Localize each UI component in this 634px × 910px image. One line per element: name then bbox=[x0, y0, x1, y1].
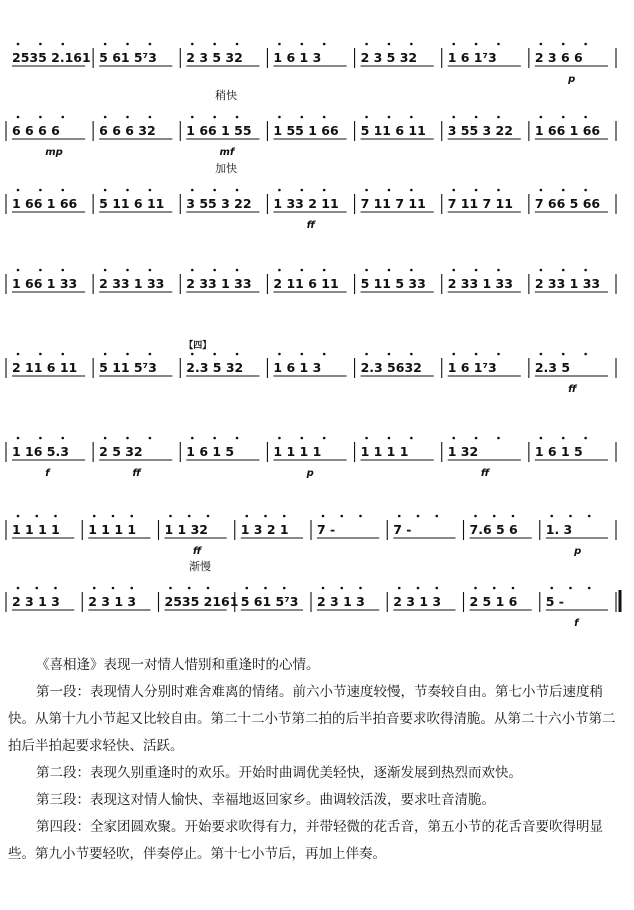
accent-dot bbox=[149, 189, 152, 192]
measure-notes: 2 33 1 33 bbox=[447, 276, 513, 291]
measure-notes: 1 6 1 3 bbox=[273, 360, 322, 375]
accent-dot bbox=[584, 269, 587, 272]
accent-dot bbox=[278, 189, 281, 192]
accent-dot bbox=[17, 587, 20, 590]
accent-dot bbox=[365, 437, 368, 440]
accent-dot bbox=[191, 116, 194, 119]
accent-dot bbox=[278, 116, 281, 119]
measure-notes: 7 11 7 11 bbox=[447, 196, 513, 211]
paragraph-4: 第四段：全家团圆欢聚。开始要求吹得有力，并带轻微的花舌音，第五小节的花舌音要吹得明显些。第九小节要轻吹，伴奏停止。第十七小节后，再加上伴奏。 bbox=[8, 819, 603, 862]
measure-notes: 2 3 1 3 bbox=[393, 594, 442, 609]
accent-dot bbox=[35, 587, 38, 590]
measure-notes: 2 3 1 3 bbox=[12, 594, 60, 609]
accent-dot bbox=[410, 269, 413, 272]
dynamic-marking: ff bbox=[568, 384, 577, 395]
accent-dot bbox=[452, 269, 455, 272]
accent-dot bbox=[475, 269, 478, 272]
measure-notes: 1 1 1 1 bbox=[360, 444, 409, 459]
accent-dot bbox=[149, 437, 152, 440]
accent-dot bbox=[207, 515, 210, 518]
measure-notes: 6 6 6 6 bbox=[12, 123, 60, 138]
paragraph-3: 第三段：表现这对情人愉快、幸福地返回家乡。曲调较活泼，要求吐音清脆。 bbox=[36, 792, 495, 808]
accent-dot bbox=[497, 437, 500, 440]
accent-dot bbox=[540, 116, 543, 119]
accent-dot bbox=[359, 515, 362, 518]
accent-dot bbox=[39, 353, 42, 356]
accent-dot bbox=[388, 269, 391, 272]
accent-dot bbox=[452, 116, 455, 119]
accent-dot bbox=[35, 515, 38, 518]
accent-dot bbox=[236, 437, 239, 440]
accent-dot bbox=[497, 116, 500, 119]
accent-dot bbox=[264, 587, 267, 590]
accent-dot bbox=[213, 43, 216, 46]
accent-dot bbox=[283, 515, 286, 518]
accent-dot bbox=[213, 353, 216, 356]
measure-notes: 5 61 5⁷3 bbox=[240, 594, 299, 609]
accent-dot bbox=[493, 515, 496, 518]
accent-dot bbox=[497, 189, 500, 192]
accent-dot bbox=[245, 515, 248, 518]
dynamic-marking: f bbox=[574, 618, 579, 629]
accent-dot bbox=[322, 515, 325, 518]
measure-notes: 1 6 1 5 bbox=[534, 444, 583, 459]
tempo-marking: 稍快 bbox=[215, 89, 238, 102]
measure-notes: 1 1 1 1 bbox=[12, 522, 60, 537]
accent-dot bbox=[398, 515, 401, 518]
accent-dot bbox=[17, 353, 20, 356]
accent-dot bbox=[236, 269, 239, 272]
accent-dot bbox=[112, 587, 115, 590]
accent-dot bbox=[191, 43, 194, 46]
accent-dot bbox=[61, 353, 64, 356]
dynamic-marking: p bbox=[306, 468, 314, 479]
accent-dot bbox=[301, 116, 304, 119]
accent-dot bbox=[388, 353, 391, 356]
accent-dot bbox=[323, 437, 326, 440]
accent-dot bbox=[475, 116, 478, 119]
measure-notes: 2 3 6 6 bbox=[534, 50, 583, 65]
accent-dot bbox=[93, 515, 96, 518]
measure-notes: 1 6 1⁷3 bbox=[447, 360, 497, 375]
measure-notes: 2 11 6 11 bbox=[12, 360, 78, 375]
measure-notes: 2 11 6 11 bbox=[273, 276, 339, 291]
accent-dot bbox=[39, 116, 42, 119]
accent-dot bbox=[17, 116, 20, 119]
accent-dot bbox=[149, 269, 152, 272]
measure-notes: 2 3 1 3 bbox=[317, 594, 365, 609]
accent-dot bbox=[365, 43, 368, 46]
accent-dot bbox=[323, 353, 326, 356]
measure-notes: 1 33 2 11 bbox=[273, 196, 339, 211]
accent-dot bbox=[104, 437, 107, 440]
accent-dot bbox=[61, 269, 64, 272]
accent-dot bbox=[569, 587, 572, 590]
accent-dot bbox=[236, 116, 239, 119]
measure-notes: 6 6 6 32 bbox=[99, 123, 156, 138]
accent-dot bbox=[149, 43, 152, 46]
accent-dot bbox=[278, 269, 281, 272]
accent-dot bbox=[213, 116, 216, 119]
accent-dot bbox=[388, 43, 391, 46]
accent-dot bbox=[562, 116, 565, 119]
measure-notes: 2535 2161 bbox=[164, 594, 239, 609]
measure-notes: 7 11 7 11 bbox=[360, 196, 426, 211]
accent-dot bbox=[584, 189, 587, 192]
accent-dot bbox=[191, 269, 194, 272]
accent-dot bbox=[17, 515, 20, 518]
accent-dot bbox=[126, 437, 129, 440]
accent-dot bbox=[104, 269, 107, 272]
accent-dot bbox=[112, 515, 115, 518]
measure-notes: 2 3 5 32 bbox=[360, 50, 418, 65]
accent-dot bbox=[213, 437, 216, 440]
accent-dot bbox=[475, 43, 478, 46]
accent-dot bbox=[236, 43, 239, 46]
accent-dot bbox=[323, 189, 326, 192]
accent-dot bbox=[278, 437, 281, 440]
accent-dot bbox=[191, 189, 194, 192]
accent-dot bbox=[540, 269, 543, 272]
accent-dot bbox=[301, 189, 304, 192]
accent-dot bbox=[39, 43, 42, 46]
accent-dot bbox=[388, 189, 391, 192]
accent-dot bbox=[410, 353, 413, 356]
accent-dot bbox=[323, 116, 326, 119]
accent-dot bbox=[497, 269, 500, 272]
measure-notes: 2 5 1 6 bbox=[469, 594, 518, 609]
accent-dot bbox=[475, 437, 478, 440]
dynamic-marking: p bbox=[568, 74, 576, 85]
measure-notes: 1 1 32 bbox=[164, 522, 208, 537]
accent-dot bbox=[104, 116, 107, 119]
accent-dot bbox=[126, 269, 129, 272]
accent-dot bbox=[540, 43, 543, 46]
accent-dot bbox=[452, 353, 455, 356]
accent-dot bbox=[54, 587, 57, 590]
accent-dot bbox=[213, 189, 216, 192]
dynamic-marking: mf bbox=[219, 147, 235, 158]
accent-dot bbox=[322, 587, 325, 590]
accent-dot bbox=[264, 515, 267, 518]
measure-notes: 2.3 5632 bbox=[360, 360, 422, 375]
measure-notes: 1 1 1 1 bbox=[273, 444, 322, 459]
accent-dot bbox=[550, 515, 553, 518]
measure-notes: 1 66 1 66 bbox=[12, 196, 78, 211]
accent-dot bbox=[61, 43, 64, 46]
accent-dot bbox=[365, 269, 368, 272]
description-text bbox=[8, 652, 626, 868]
measure-notes: 1 3 2 1 bbox=[240, 522, 289, 537]
accent-dot bbox=[562, 353, 565, 356]
accent-dot bbox=[301, 437, 304, 440]
measure-notes: 1 55 1 66 bbox=[273, 123, 339, 138]
section-marker: 【四】 bbox=[184, 341, 212, 351]
accent-dot bbox=[323, 269, 326, 272]
accent-dot bbox=[435, 587, 438, 590]
accent-dot bbox=[417, 587, 420, 590]
accent-dot bbox=[584, 353, 587, 356]
accent-dot bbox=[323, 43, 326, 46]
measure-notes: 2 3 1 3 bbox=[88, 594, 137, 609]
accent-dot bbox=[245, 587, 248, 590]
measure-notes: 2 33 1 33 bbox=[186, 276, 252, 291]
measure-notes: 5 11 6 11 bbox=[99, 196, 165, 211]
measure-notes: 7 - bbox=[317, 522, 336, 537]
accent-dot bbox=[493, 587, 496, 590]
accent-dot bbox=[191, 353, 194, 356]
measure-notes: 2 33 1 33 bbox=[99, 276, 165, 291]
measure-notes: 5 11 5 33 bbox=[360, 276, 426, 291]
accent-dot bbox=[126, 353, 129, 356]
paragraph-2: 第二段：表现久别重逢时的欢乐。开始时曲调优美轻快，逐渐发展到热烈而欢快。 bbox=[36, 765, 522, 781]
accent-dot bbox=[188, 515, 191, 518]
accent-dot bbox=[54, 515, 57, 518]
accent-dot bbox=[398, 587, 401, 590]
accent-dot bbox=[540, 437, 543, 440]
accent-dot bbox=[126, 43, 129, 46]
accent-dot bbox=[39, 189, 42, 192]
accent-dot bbox=[169, 587, 172, 590]
measure-notes: 2 5 32 bbox=[99, 444, 143, 459]
accent-dot bbox=[169, 515, 172, 518]
accent-dot bbox=[410, 437, 413, 440]
accent-dot bbox=[359, 587, 362, 590]
accent-dot bbox=[149, 116, 152, 119]
measure-notes: 1 1 1 1 bbox=[88, 522, 137, 537]
accent-dot bbox=[236, 189, 239, 192]
accent-dot bbox=[452, 43, 455, 46]
accent-dot bbox=[388, 437, 391, 440]
accent-dot bbox=[207, 587, 210, 590]
dynamic-marking: mp bbox=[45, 147, 63, 158]
measure-notes: 2.3 5 32 bbox=[186, 360, 244, 375]
accent-dot bbox=[301, 269, 304, 272]
measure-notes: 1 66 1 33 bbox=[12, 276, 78, 291]
accent-dot bbox=[410, 43, 413, 46]
dynamic-marking: ff bbox=[192, 546, 202, 557]
accent-dot bbox=[410, 189, 413, 192]
tempo-marking: 渐慢 bbox=[189, 560, 211, 573]
accent-dot bbox=[435, 515, 438, 518]
measure-notes: 7 - bbox=[393, 522, 412, 537]
accent-dot bbox=[562, 189, 565, 192]
measure-notes: 3 55 3 22 bbox=[447, 123, 513, 138]
accent-dot bbox=[410, 116, 413, 119]
accent-dot bbox=[540, 189, 543, 192]
accent-dot bbox=[130, 587, 133, 590]
accent-dot bbox=[562, 269, 565, 272]
accent-dot bbox=[569, 515, 572, 518]
accent-dot bbox=[301, 43, 304, 46]
accent-dot bbox=[584, 437, 587, 440]
tempo-marking: 加快 bbox=[215, 162, 238, 175]
accent-dot bbox=[126, 189, 129, 192]
accent-dot bbox=[104, 353, 107, 356]
accent-dot bbox=[540, 353, 543, 356]
accent-dot bbox=[126, 116, 129, 119]
accent-dot bbox=[497, 43, 500, 46]
accent-dot bbox=[236, 353, 239, 356]
accent-dot bbox=[61, 116, 64, 119]
dynamic-marking: ff bbox=[480, 468, 490, 479]
accent-dot bbox=[340, 515, 343, 518]
accent-dot bbox=[340, 587, 343, 590]
measure-notes: 1 16 5.3 bbox=[12, 444, 69, 459]
paragraph-1: 第一段：表现情人分别时难舍难离的情绪。前六小节速度较慢，节奏较自由。第七小节后速度稍快。从第十九小节起又比较自由。第二十二小节第二拍的后半拍音要求吹得清脆。从第二十六小节第二拍后半拍起要求轻快、活跃。 bbox=[8, 684, 616, 754]
measure-notes: 5 11 5⁷3 bbox=[99, 360, 157, 375]
accent-dot bbox=[452, 189, 455, 192]
accent-dot bbox=[17, 189, 20, 192]
accent-dot bbox=[278, 353, 281, 356]
accent-dot bbox=[130, 515, 133, 518]
accent-dot bbox=[301, 353, 304, 356]
accent-dot bbox=[17, 437, 20, 440]
accent-dot bbox=[584, 43, 587, 46]
measure-notes: 7.6 5 6 bbox=[469, 522, 518, 537]
accent-dot bbox=[93, 587, 96, 590]
accent-dot bbox=[584, 116, 587, 119]
measure-notes: 5 - bbox=[545, 594, 564, 609]
dynamic-marking: f bbox=[45, 468, 50, 479]
dynamic-marking: p bbox=[574, 546, 582, 557]
title-line: 《喜相逢》表现一对情人惜别和重逢时的心情。 bbox=[36, 657, 320, 673]
accent-dot bbox=[512, 515, 515, 518]
accent-dot bbox=[474, 587, 477, 590]
accent-dot bbox=[17, 43, 20, 46]
measure-notes: 1 6 1 5 bbox=[186, 444, 235, 459]
dynamic-marking: ff bbox=[132, 468, 141, 479]
measure-notes: 2 33 1 33 bbox=[534, 276, 601, 291]
accent-dot bbox=[61, 437, 64, 440]
dynamic-marking: ff bbox=[306, 220, 315, 231]
accent-dot bbox=[562, 437, 565, 440]
accent-dot bbox=[365, 116, 368, 119]
accent-dot bbox=[213, 269, 216, 272]
accent-dot bbox=[149, 353, 152, 356]
accent-dot bbox=[588, 515, 591, 518]
accent-dot bbox=[475, 353, 478, 356]
measure-notes: 1 66 1 66 bbox=[534, 123, 601, 138]
measure-notes: 5 61 5⁷3 bbox=[99, 50, 157, 65]
accent-dot bbox=[61, 189, 64, 192]
accent-dot bbox=[417, 515, 420, 518]
measure-notes: 1 66 1 55 bbox=[186, 123, 252, 138]
accent-dot bbox=[283, 587, 286, 590]
measure-notes: 1 32 bbox=[447, 444, 479, 459]
measure-notes: 2.3 5 bbox=[534, 360, 571, 375]
measure-notes: 2535 2.161 bbox=[12, 50, 91, 65]
accent-dot bbox=[474, 515, 477, 518]
accent-dot bbox=[365, 189, 368, 192]
accent-dot bbox=[562, 43, 565, 46]
measure-notes: 2 3 5 32 bbox=[186, 50, 243, 65]
accent-dot bbox=[39, 437, 42, 440]
accent-dot bbox=[104, 43, 107, 46]
measure-notes: 1. 3 bbox=[545, 522, 573, 537]
accent-dot bbox=[17, 269, 20, 272]
accent-dot bbox=[104, 189, 107, 192]
accent-dot bbox=[39, 269, 42, 272]
accent-dot bbox=[388, 116, 391, 119]
accent-dot bbox=[191, 437, 194, 440]
accent-dot bbox=[512, 587, 515, 590]
accent-dot bbox=[452, 437, 455, 440]
accent-dot bbox=[278, 43, 281, 46]
measure-notes: 1 6 1⁷3 bbox=[447, 50, 497, 65]
accent-dot bbox=[497, 353, 500, 356]
accent-dot bbox=[475, 189, 478, 192]
accent-dot bbox=[550, 587, 553, 590]
accent-dot bbox=[188, 587, 191, 590]
measure-notes: 3 55 3 22 bbox=[186, 196, 252, 211]
accent-dot bbox=[588, 587, 591, 590]
measure-notes: 5 11 6 11 bbox=[360, 123, 426, 138]
measure-notes: 1 6 1 3 bbox=[273, 50, 322, 65]
measure-notes: 7 66 5 66 bbox=[534, 196, 601, 211]
accent-dot bbox=[365, 353, 368, 356]
